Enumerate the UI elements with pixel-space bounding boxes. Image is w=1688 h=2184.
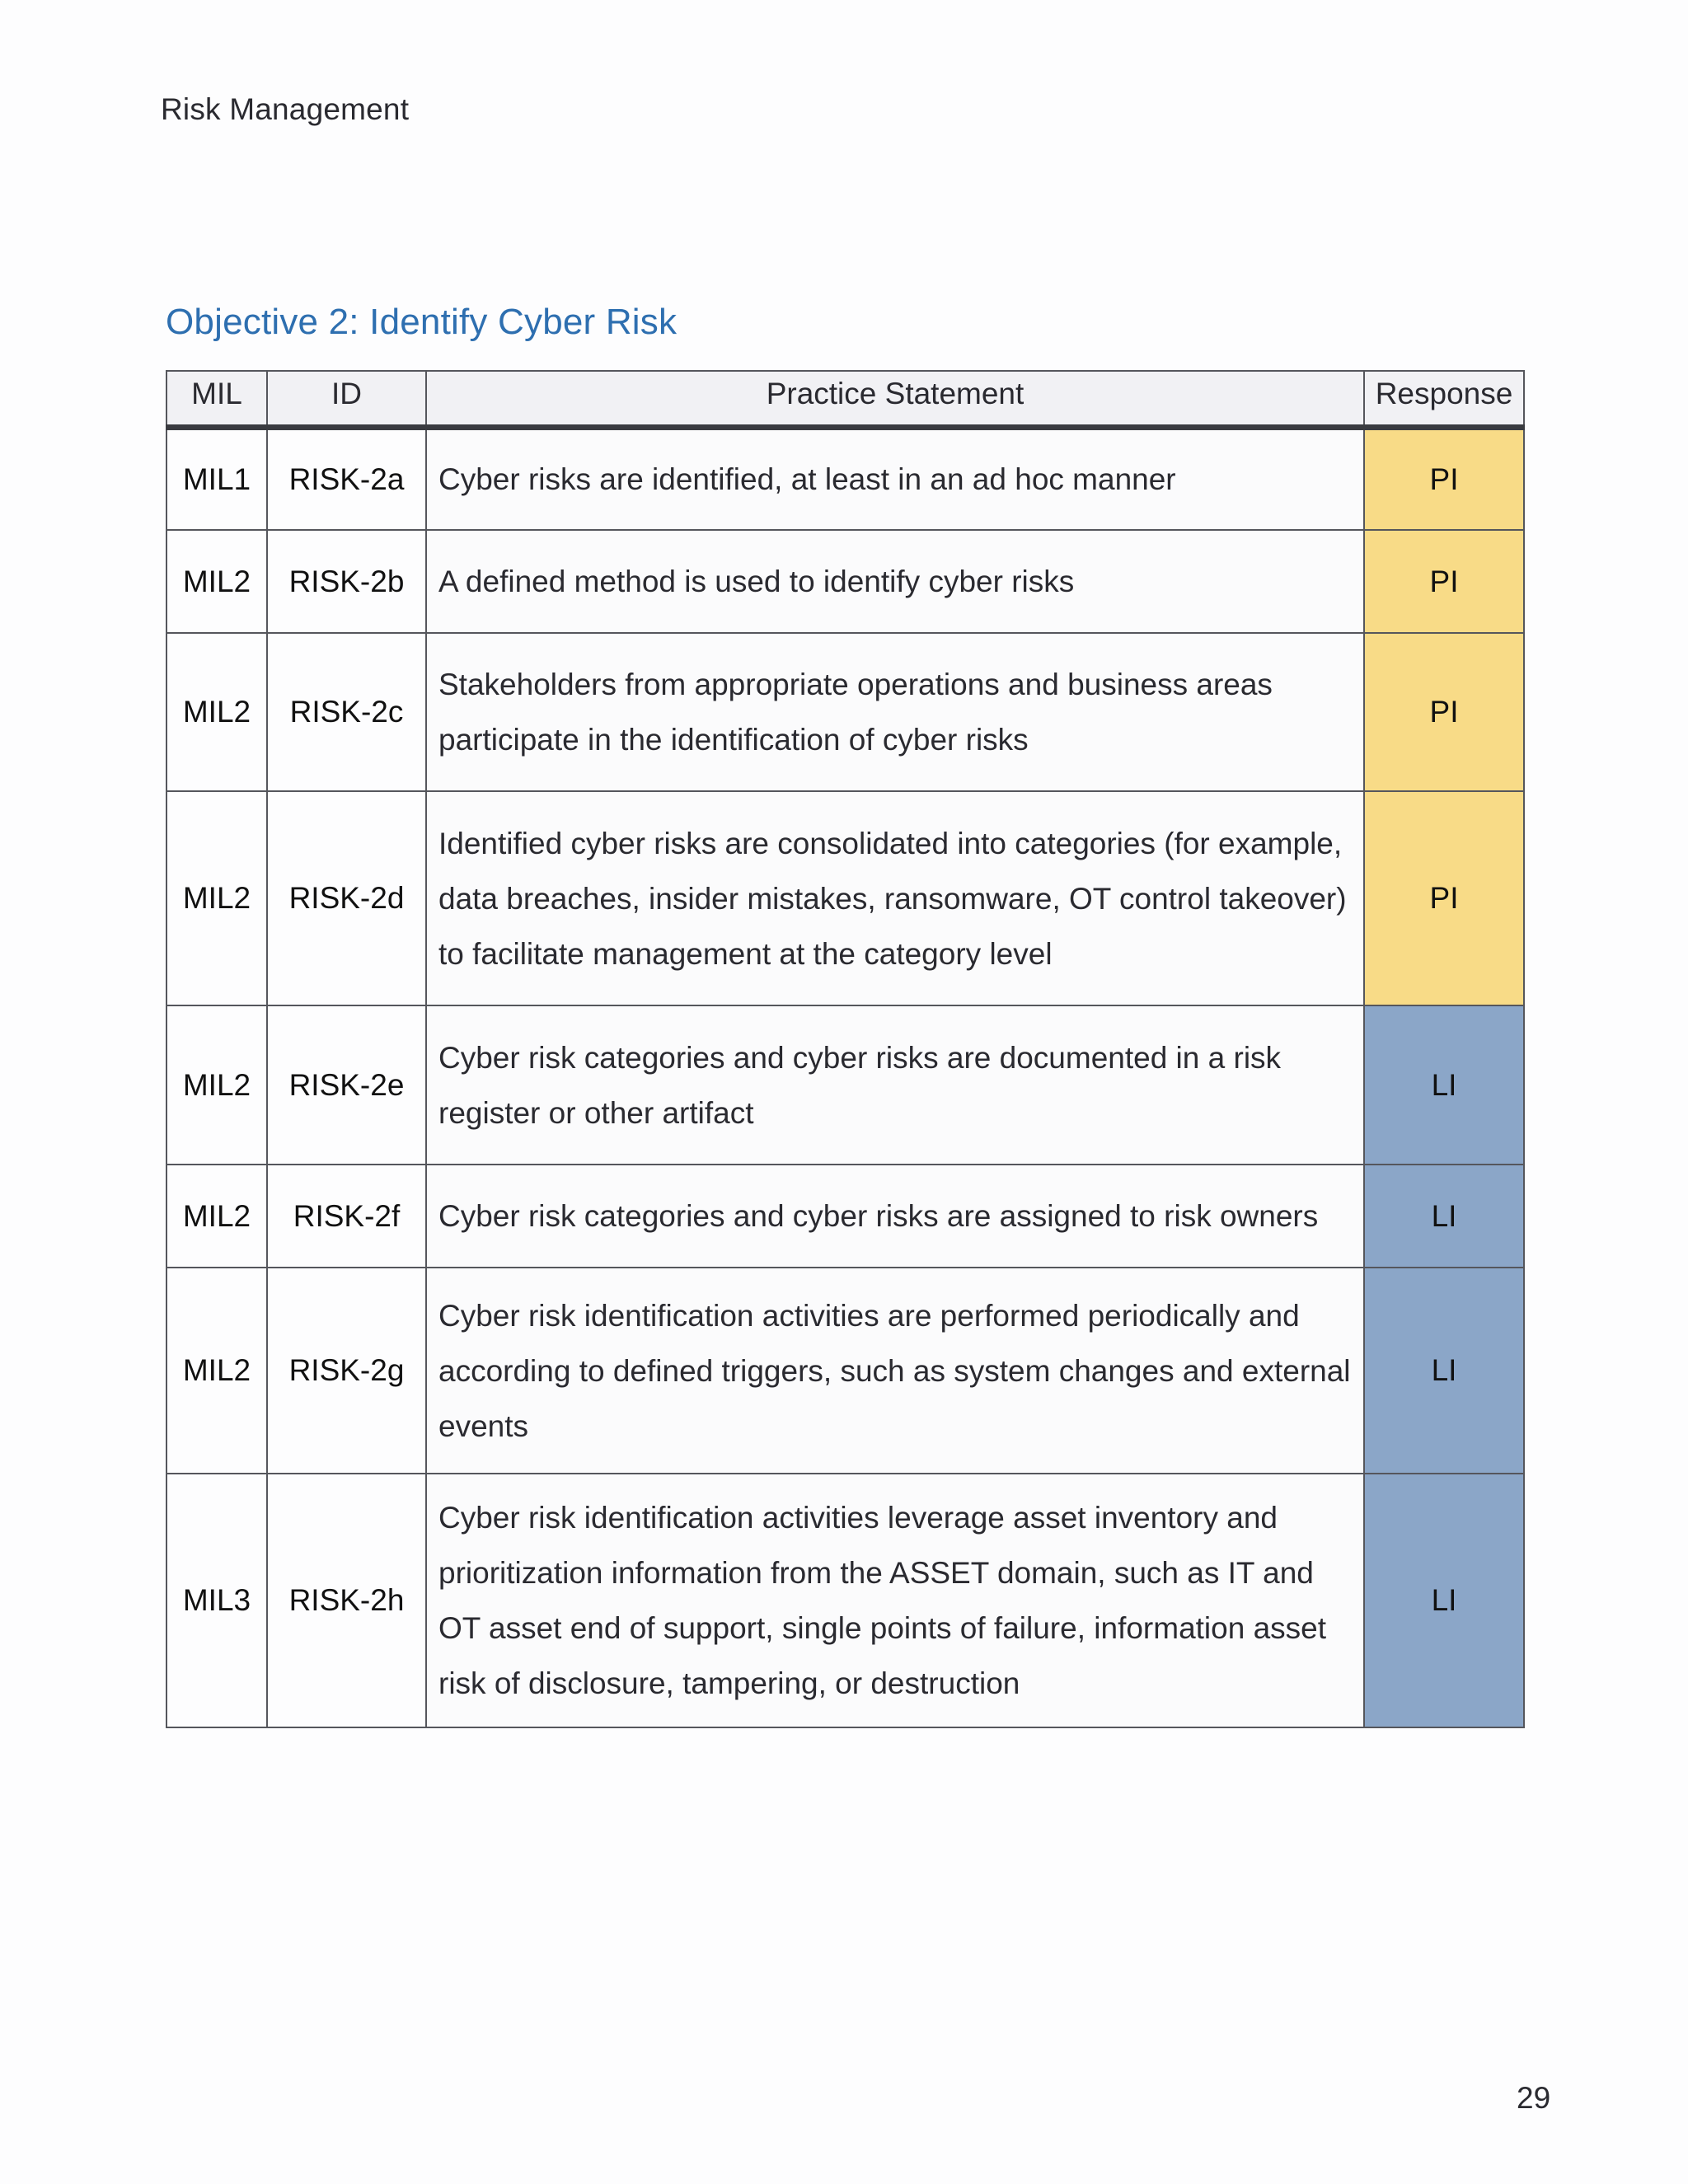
mil-cell: MIL2: [166, 530, 267, 633]
mil-cell: MIL2: [166, 791, 267, 1005]
column-header-response: Response: [1364, 371, 1524, 427]
table-row: [166, 1268, 1524, 1474]
practice-table: [166, 370, 1525, 1728]
table-header-row: [166, 371, 1524, 427]
table-row: [166, 1005, 1524, 1165]
statement-cell: Cyber risks are identified, at least in an ad hoc manner: [426, 427, 1364, 530]
statement-cell: Cyber risk categories and cyber risks are documented in a risk register or other artifact: [426, 1005, 1364, 1165]
statement-cell: Stakeholders from appropriate operations and business areas participate in the identification of cyber risks: [426, 633, 1364, 791]
id-cell: RISK-2a: [267, 427, 426, 530]
mil-cell: MIL3: [166, 1474, 267, 1727]
mil-cell: MIL2: [166, 1005, 267, 1165]
statement-cell: Cyber risk categories and cyber risks are assigned to risk owners: [426, 1165, 1364, 1268]
response-cell: LI: [1364, 1474, 1524, 1727]
response-cell: LI: [1364, 1268, 1524, 1474]
table-row: [166, 427, 1524, 530]
response-cell: LI: [1364, 1005, 1524, 1165]
objective-title: Objective 2: Identify Cyber Risk: [166, 302, 678, 342]
id-cell: RISK-2h: [267, 1474, 426, 1727]
statement-cell: Cyber risk identification activities leverage asset inventory and prioritization information from the ASSET domain, such as IT and OT asset end of support, single points of failure, information asset risk of disclosure, tampering, or destruction: [426, 1474, 1364, 1727]
table-row: [166, 530, 1524, 633]
column-header-mil: MIL: [166, 371, 267, 427]
table-row: [166, 791, 1524, 1005]
id-cell: RISK-2e: [267, 1005, 426, 1165]
mil-cell: MIL2: [166, 1165, 267, 1268]
table-row: [166, 1165, 1524, 1268]
response-cell: PI: [1364, 427, 1524, 530]
statement-cell: Identified cyber risks are consolidated into categories (for example, data breaches, insider mistakes, ransomware, OT control takeover) to facilitate management at the category level: [426, 791, 1364, 1005]
id-cell: RISK-2f: [267, 1165, 426, 1268]
id-cell: RISK-2c: [267, 633, 426, 791]
column-header-id: ID: [267, 371, 426, 427]
id-cell: RISK-2d: [267, 791, 426, 1005]
mil-cell: MIL2: [166, 1268, 267, 1474]
table-row: [166, 1474, 1524, 1727]
response-cell: PI: [1364, 530, 1524, 633]
statement-cell: A defined method is used to identify cyber risks: [426, 530, 1364, 633]
table-row: [166, 633, 1524, 791]
page-number: 29: [1517, 2081, 1551, 2115]
response-cell: PI: [1364, 633, 1524, 791]
column-header-statement: Practice Statement: [426, 371, 1364, 427]
response-cell: LI: [1364, 1165, 1524, 1268]
response-cell: PI: [1364, 791, 1524, 1005]
id-cell: RISK-2g: [267, 1268, 426, 1474]
mil-cell: MIL1: [166, 427, 267, 530]
statement-cell: Cyber risk identification activities are performed periodically and according to defined triggers, such as system changes and external events: [426, 1268, 1364, 1474]
mil-cell: MIL2: [166, 633, 267, 791]
id-cell: RISK-2b: [267, 530, 426, 633]
running-header: Risk Management: [161, 92, 410, 126]
